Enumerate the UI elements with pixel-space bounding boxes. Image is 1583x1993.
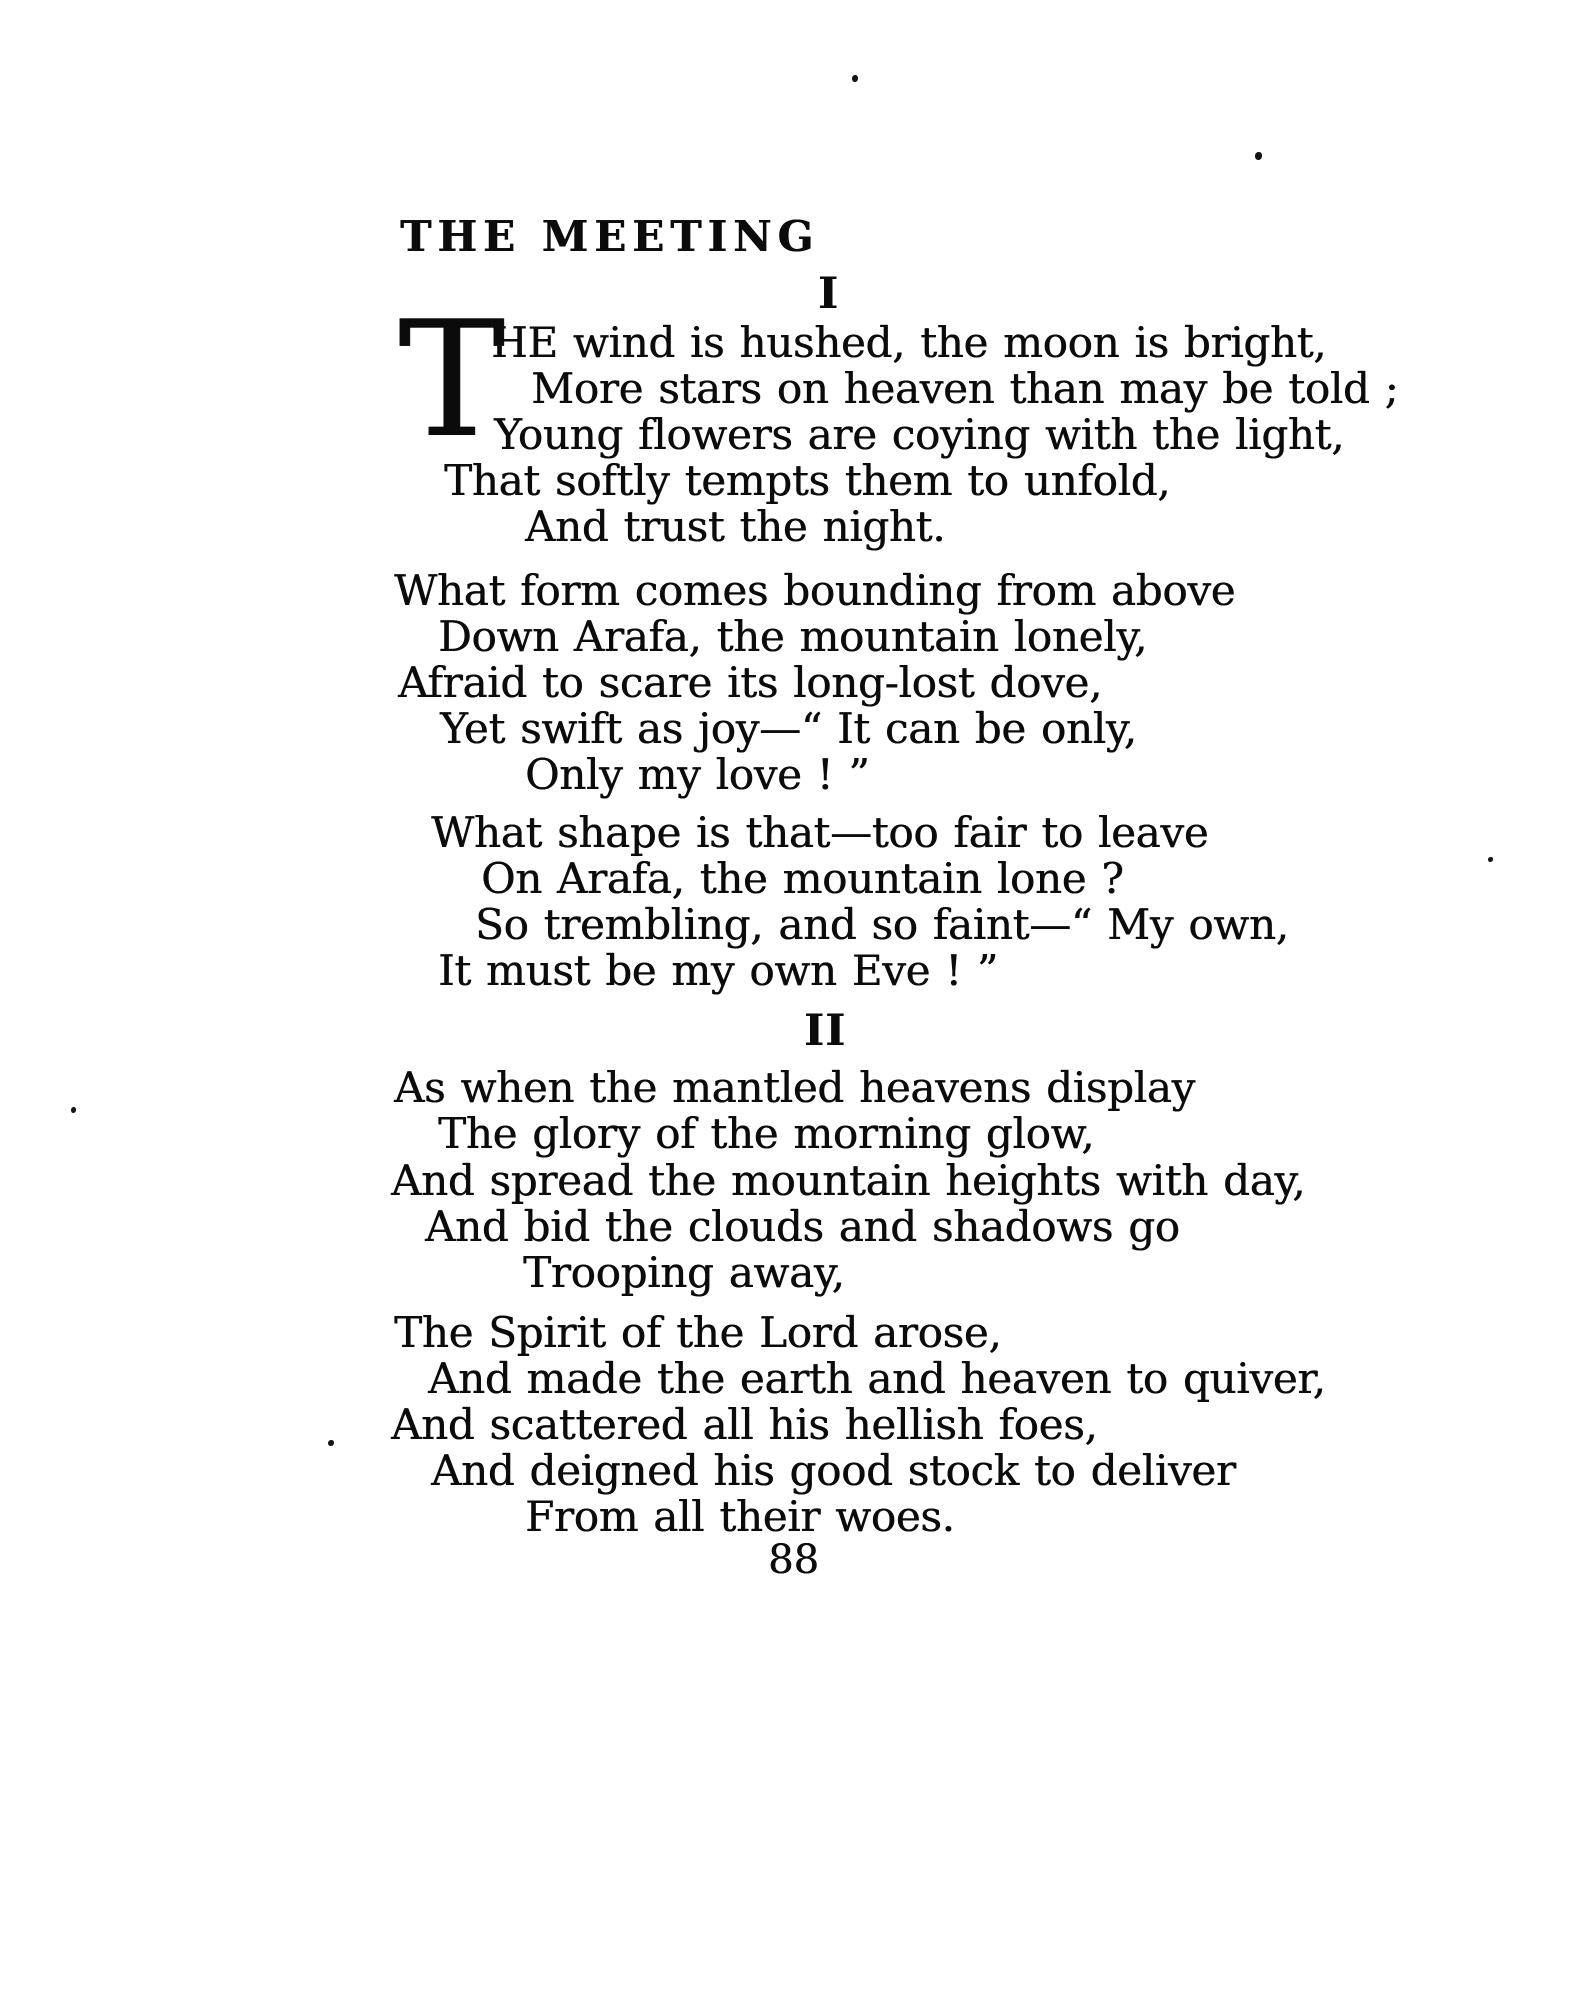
poem-line: And scattered all his hellish foes,	[391, 1400, 1098, 1449]
poem-line: What form comes bounding from above	[394, 566, 1236, 615]
poem-line: And spread the mountain heights with day,	[391, 1156, 1306, 1205]
scan-speck	[328, 1440, 334, 1446]
poem-title: THE MEETING	[400, 212, 820, 261]
poem-line: Afraid to scare its long-lost dove,	[398, 658, 1103, 707]
poem-line: It must be my own Eve ! ”	[438, 946, 998, 995]
page-number: 88	[768, 1537, 819, 1583]
poem-line: So trembling, and so faint—“ My own,	[475, 900, 1289, 949]
poem-line: What shape is that—too fair to leave	[431, 808, 1209, 857]
poem-line: Young flowers are coying with the light,	[494, 410, 1345, 459]
scan-speck	[852, 75, 858, 82]
scan-speck	[1488, 857, 1493, 862]
drop-cap: T	[398, 286, 505, 473]
poem-line: And bid the clouds and shadows go	[425, 1202, 1180, 1251]
poem-line: Only my love ! ”	[525, 750, 870, 799]
poem-line: More stars on heaven than may be told ;	[531, 364, 1399, 413]
poem-line: HE wind is hushed, the moon is bright,	[491, 318, 1327, 367]
section-numeral-1: I	[818, 269, 840, 319]
poem-line: The Spirit of the Lord arose,	[394, 1308, 1002, 1357]
section-numeral-2: II	[804, 1006, 847, 1056]
poem-line: The glory of the morning glow,	[438, 1109, 1095, 1158]
poem-line: Trooping away,	[523, 1248, 845, 1297]
poem-line: On Arafa, the mountain lone ?	[481, 854, 1124, 903]
poem-line: And made the earth and heaven to quiver,	[428, 1354, 1326, 1403]
scan-speck	[1255, 152, 1262, 160]
scan-speck	[71, 1107, 76, 1113]
poem-line: From all their woes.	[525, 1492, 955, 1541]
poem-line: Yet swift as joy—“ It can be only,	[440, 704, 1137, 753]
poem-line: As when the mantled heavens display	[394, 1063, 1195, 1112]
poem-line: And trust the night.	[525, 502, 946, 551]
poem-line: That softly tempts them to unfold,	[444, 456, 1171, 505]
poem-line: And deigned his good stock to deliver	[431, 1446, 1236, 1495]
poem-line: Down Arafa, the mountain lonely,	[438, 612, 1148, 661]
